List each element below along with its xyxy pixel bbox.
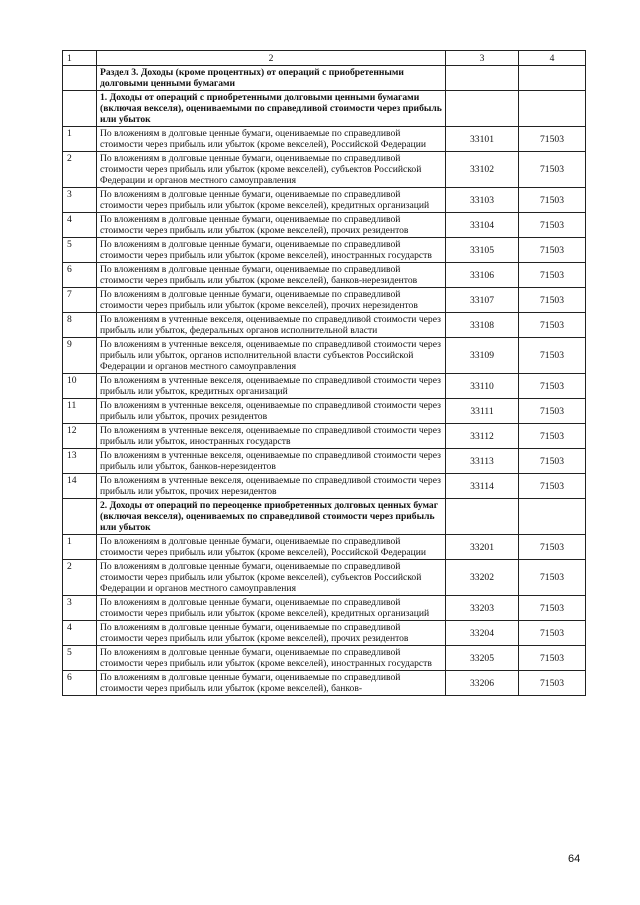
account-code: 33113 [446, 449, 519, 474]
column-number-1: 1 [63, 51, 97, 66]
row-number: 10 [63, 374, 97, 399]
symbol-code: 71503 [519, 560, 586, 596]
symbol-code: 71503 [519, 424, 586, 449]
row-number: 8 [63, 313, 97, 338]
column-number-4: 4 [519, 51, 586, 66]
symbol-code: 71503 [519, 646, 586, 671]
row-description: По вложениям в учтенные векселя, оцениваемые по справедливой стоимости через прибыль или убыток, прочих резидентов [97, 399, 446, 424]
table-row [63, 424, 586, 449]
row-description: По вложениям в учтенные векселя, оцениваемые по справедливой стоимости через прибыль или убыток, прочих нерезидентов [97, 474, 446, 499]
row-description: По вложениям в долговые ценные бумаги, оцениваемые по справедливой стоимости через прибыль или убыток (кроме векселей), субъектов Российской Федерации и органов местного самоуправления [97, 560, 446, 596]
row-number: 9 [63, 338, 97, 374]
row-number: 3 [63, 188, 97, 213]
row-number [63, 66, 97, 91]
table-row [63, 474, 586, 499]
table-row [63, 313, 586, 338]
column-number-row [63, 51, 586, 66]
table-row [63, 338, 586, 374]
account-code: 33112 [446, 424, 519, 449]
table-row [63, 188, 586, 213]
account-table-body [63, 51, 586, 696]
symbol-code: 71503 [519, 238, 586, 263]
section-heading-row [63, 91, 586, 127]
row-description: По вложениям в долговые ценные бумаги, оцениваемые по справедливой стоимости через прибыль или убыток (кроме векселей), прочих резидентов [97, 621, 446, 646]
table-row [63, 535, 586, 560]
account-code: 33202 [446, 560, 519, 596]
row-description: По вложениям в учтенные векселя, оцениваемые по справедливой стоимости через прибыль или убыток, кредитных организаций [97, 374, 446, 399]
row-description: По вложениям в долговые ценные бумаги, оцениваемые по справедливой стоимости через прибыль или убыток (кроме векселей), прочих нерезидентов [97, 288, 446, 313]
table-row [63, 374, 586, 399]
row-number: 7 [63, 288, 97, 313]
table-row [63, 238, 586, 263]
account-code: 33204 [446, 621, 519, 646]
symbol-code: 71503 [519, 152, 586, 188]
symbol-code: 71503 [519, 313, 586, 338]
table-row [63, 671, 586, 696]
row-description: По вложениям в учтенные векселя, оцениваемые по справедливой стоимости через прибыль или убыток, банков-нерезидентов [97, 449, 446, 474]
row-number [63, 499, 97, 535]
row-number: 12 [63, 424, 97, 449]
account-code [446, 66, 519, 91]
symbol-code: 71503 [519, 474, 586, 499]
row-number: 2 [63, 560, 97, 596]
table-row [63, 621, 586, 646]
account-code: 33102 [446, 152, 519, 188]
row-description: По вложениям в долговые ценные бумаги, оцениваемые по справедливой стоимости через прибыль или убыток (кроме векселей), кредитных организаций [97, 188, 446, 213]
row-description: По вложениям в долговые ценные бумаги, оцениваемые по справедливой стоимости через прибыль или убыток (кроме векселей), банков-нерезидентов [97, 263, 446, 288]
symbol-code: 71503 [519, 374, 586, 399]
row-number: 3 [63, 596, 97, 621]
account-code: 33106 [446, 263, 519, 288]
column-number-3: 3 [446, 51, 519, 66]
row-description: По вложениям в долговые ценные бумаги, оцениваемые по справедливой стоимости через прибыль или убыток (кроме векселей), иностранных государств [97, 646, 446, 671]
row-number: 5 [63, 238, 97, 263]
symbol-code [519, 66, 586, 91]
row-description: По вложениям в долговые ценные бумаги, оцениваемые по справедливой стоимости через прибыль или убыток (кроме векселей), иностранных государств [97, 238, 446, 263]
symbol-code: 71503 [519, 188, 586, 213]
row-description: По вложениям в долговые ценные бумаги, оцениваемые по справедливой стоимости через прибыль или убыток (кроме векселей), банков- [97, 671, 446, 696]
row-number: 4 [63, 213, 97, 238]
account-code: 33111 [446, 399, 519, 424]
row-description: По вложениям в учтенные векселя, оцениваемые по справедливой стоимости через прибыль или убыток, органов исполнительной власти субъектов Российской Федерации и органов местного самоуправления [97, 338, 446, 374]
account-code: 33206 [446, 671, 519, 696]
symbol-code: 71503 [519, 449, 586, 474]
section-heading-row [63, 66, 586, 91]
row-description: По вложениям в долговые ценные бумаги, оцениваемые по справедливой стоимости через прибыль или убыток (кроме векселей), субъектов Российской Федерации и органов местного самоуправления [97, 152, 446, 188]
account-code: 33101 [446, 127, 519, 152]
row-description: По вложениям в учтенные векселя, оцениваемые по справедливой стоимости через прибыль или убыток, иностранных государств [97, 424, 446, 449]
row-description: 1. Доходы от операций с приобретенными долговыми ценными бумагами (включая векселя), оцениваемыми по справедливой стоимости через прибыль или убыток [97, 91, 446, 127]
account-code [446, 499, 519, 535]
account-code: 33205 [446, 646, 519, 671]
row-description: По вложениям в долговые ценные бумаги, оцениваемые по справедливой стоимости через прибыль или убыток (кроме векселей), Российской Федерации [97, 127, 446, 152]
page-number: 64 [568, 853, 581, 865]
account-table [62, 50, 586, 696]
symbol-code: 71503 [519, 535, 586, 560]
symbol-code: 71503 [519, 213, 586, 238]
account-code: 33103 [446, 188, 519, 213]
row-number: 4 [63, 621, 97, 646]
account-code: 33203 [446, 596, 519, 621]
column-number-2: 2 [97, 51, 446, 66]
symbol-code [519, 499, 586, 535]
row-number: 1 [63, 535, 97, 560]
table-row [63, 560, 586, 596]
account-code: 33114 [446, 474, 519, 499]
symbol-code: 71503 [519, 338, 586, 374]
symbol-code: 71503 [519, 621, 586, 646]
account-code: 33108 [446, 313, 519, 338]
symbol-code: 71503 [519, 288, 586, 313]
table-row [63, 213, 586, 238]
table-row [63, 127, 586, 152]
table-row [63, 646, 586, 671]
row-number: 1 [63, 127, 97, 152]
section-heading-row [63, 499, 586, 535]
symbol-code: 71503 [519, 671, 586, 696]
table-row [63, 449, 586, 474]
row-number: 2 [63, 152, 97, 188]
table-row [63, 152, 586, 188]
row-description: По вложениям в учтенные векселя, оцениваемые по справедливой стоимости через прибыль или убыток, федеральных органов исполнительной власти [97, 313, 446, 338]
row-description: По вложениям в долговые ценные бумаги, оцениваемые по справедливой стоимости через прибыль или убыток (кроме векселей), прочих резидентов [97, 213, 446, 238]
symbol-code: 71503 [519, 399, 586, 424]
symbol-code: 71503 [519, 596, 586, 621]
row-description: По вложениям в долговые ценные бумаги, оцениваемые по справедливой стоимости через прибыль или убыток (кроме векселей), Российской Федерации [97, 535, 446, 560]
row-number [63, 91, 97, 127]
account-code: 33201 [446, 535, 519, 560]
row-description: Раздел 3. Доходы (кроме процентных) от операций с приобретенными долговыми ценными бумагами [97, 66, 446, 91]
row-number: 6 [63, 263, 97, 288]
row-description: По вложениям в долговые ценные бумаги, оцениваемые по справедливой стоимости через прибыль или убыток (кроме векселей), кредитных организаций [97, 596, 446, 621]
account-code: 33110 [446, 374, 519, 399]
table-row [63, 596, 586, 621]
account-code: 33107 [446, 288, 519, 313]
account-code [446, 91, 519, 127]
account-code: 33104 [446, 213, 519, 238]
row-number: 14 [63, 474, 97, 499]
symbol-code: 71503 [519, 127, 586, 152]
row-number: 11 [63, 399, 97, 424]
row-number: 13 [63, 449, 97, 474]
table-row [63, 263, 586, 288]
row-number: 5 [63, 646, 97, 671]
table-row [63, 288, 586, 313]
account-code: 33105 [446, 238, 519, 263]
row-description: 2. Доходы от операций по переоценке приобретенных долговых ценных бумаг (включая векселя), оцениваемых по справедливой стоимости через прибыль или убыток [97, 499, 446, 535]
symbol-code: 71503 [519, 263, 586, 288]
table-row [63, 399, 586, 424]
row-number: 6 [63, 671, 97, 696]
symbol-code [519, 91, 586, 127]
account-code: 33109 [446, 338, 519, 374]
